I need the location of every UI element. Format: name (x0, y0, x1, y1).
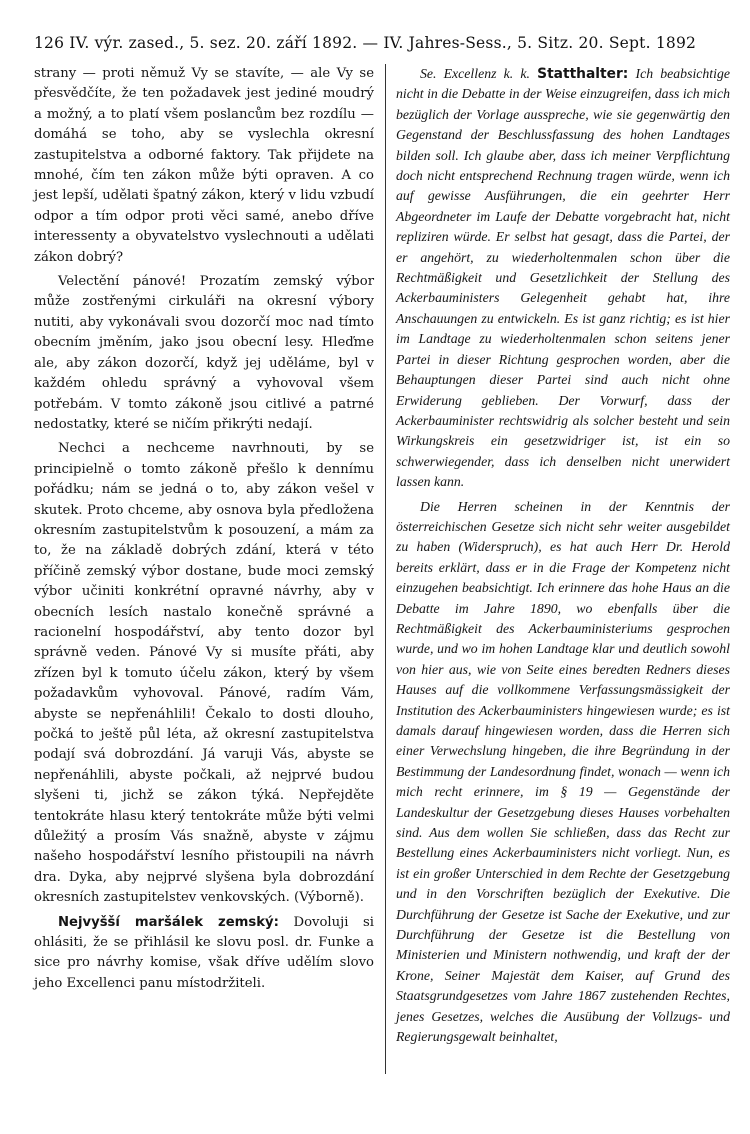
speaker-name-marshal: Nejvyšší maršálek zemský: (58, 914, 279, 930)
column-divider (385, 64, 386, 1074)
page-header: 126 IV. výr. zased., 5. sez. 20. září 1892. — IV. Jahres-Sess., 5. Sitz. 20. Sept. 1892 (34, 34, 697, 52)
speaker-prefix: Se. Excellenz k. k. (420, 66, 530, 81)
right-paragraph-2: Die Herren scheinen in der Kenntnis der österreichischen Gesetze sich nicht sehr weiter ausgebildet zu haben (Widerspruch), es hat auch Herr Dr. Herold bereits erklärt, dass er in die Frage der Kompetenz nicht einzugehen beabsichtigt. Ich erinnere das hohe Haus an die Debatte im Jahre 1890, wo ebenfalls über die Rechtmäßigkeit des Ackerbauministeriums gesprochen wurde, und wo im hohen Landtage klar und deutlich sowohl von hier aus, wie von Seite eines beredten Redners dieses Hauses auf die vollkommene Verfassungsmässigkeit der Institution des Ackerbauministers hingewiesen wurde; es ist damals darauf hingewiesen worden, dass die Herren sich einer Verwechslung hingeben, die ihre Begründung in der Bestimmung der Landesordnung findet, wonach — wenn ich mich recht erinnere, im § 19 — Gegenstände der Landeskultur der Gesetzgebung dieses Hauses vorbehalten sind. Aus dem wollen Sie schließen, dass das Recht zur Bestellung eines Ackerbauministers nicht vorliegt. Nun, es ist ein großer Unterschied in dem Rechte der Gesetzgebung und in den Vorschriften bezüglich der Exekutive. Die Durchführung der Gesetze ist Sache der Exekutive, und zur Durchführung der Gesetze ist die Bestellung von Ministerien und Ministern nothwendig, und kraft der der Krone, Seiner Majestät dem Kaiser, auf Grund des Staatsgrundgesetzes vom Jahre 1867 zustehenden Rechtes, jenes Gesetzes, welches die Ausübung der Vollzugs- und Regierungsgewalt beinhaltet, (396, 498, 730, 1045)
left-paragraph-4-text: Dovoluji si ohlásiti, že se přihlásil ke slovu posl. dr. Funke a sice pro návrhy komise, však dříve udělím slovo jeho Excellenci panu místodržiteli. (34, 914, 374, 991)
right-column (396, 64, 730, 1052)
right-paragraph-1 (396, 64, 730, 493)
left-paragraph-2: Velectění pánové! Prozatím zemský výbor může zostřenými cirkuláři na okresní výbory nutiti, aby vykonávali svou dozorčí moc nad tímto obecním jměním, jako jsou obecní lesy. Hleďme ale, aby zákon dozorčí, když jej uděláme, byl v každém ohledu správný a vyhovoval všem potřebám. V tomto zákoně jsou citlivé a patrné nedostatky, které se ničím přikrýti nedají. (34, 274, 374, 432)
right-paragraph-1-text: Ich beabsichtige nicht in die Debatte in der Weise einzugreifen, dass ich mich bezüglich der Vorlage ausspreche, wie sie gegenwärtig den Gegenstand der Beschlussfassung des hohen Landtages bilden soll. Ich glaube aber, dass ich meiner Verpflichtung doch nicht entsprechend Rechnung tragen würde, wenn ich auf gewisse Ausführungen, die ein geehrter Herr Abgeordneter im Laufe der Debatte vorgebracht hat, nicht repliziren würde. Er selbst hat gesagt, dass die Partei, der er angehört, zu wiederholtenmalen schon über die Rechtmäßigkeit und Gesetzlichkeit der Stellung des Ackerbauministers Gelegenheit gehabt hat, ihre Anschauungen zu entwickeln. Es ist ganz richtig; es ist hier im Landtage zu wiederholtenmalen schon seitens jener Partei in dieser Richtung gesprochen worden, aber die Behauptungen dieser Partei sind auch nicht ohne Erwiderung geblieben. Der Vorwurf, dass der Ackerbauminister rechtswidrig als solcher besteht und sein Wirkungskreis ein gesetzwidriger ist, ist ein so schwerwiegender, dass ich denselben nicht unerwidert lassen kann. (396, 66, 730, 490)
left-paragraph-1: strany — proti němuž Vy se stavíte, — ale Vy se přesvědčíte, že ten požadavek jest jediné moudrý a možný, a to platí všem poslancům bez rozdílu — domáhá se toho, aby se vyslechla okresní zastupitelstva a odborné faktory. Tak přijdete na mnohé, čím ten zákon může býti opraven. A co jest lepší, udělati špatný zákon, který v lidu vzbudí odpor a tím odpor proti věci samé, anebo dříve interessenty a obyvatelstvo vyslechnouti a udělati zákon dobrý? (34, 66, 374, 265)
left-paragraph-3: Nechci a nechceme navrhnouti, by se principielně o tomto zákoně přešlo k dennímu pořádku; nám se jedná o to, aby zákon vešel v skutek. Proto chceme, aby osnova byla předložena okresním zastupitelstvům k posouzení, a mám za to, že na základě dobrých zdání, která v této příčině zemský výbor dostane, bude moci zemský výbor učiniti konkrétní opravné návrhy, aby v obecních lesích nastalo konečně správné a racionelní hospodářství, aby tento dozor byl správně veden. Pánové Vy si musíte přáti, aby zřízen byl k tomuto účelu zákon, který by všem požadavkům vyhovoval. Pánové, radím Vám, abyste se nepřenáhlili! Čekalo to dosti dlouho, počká to ještě půl léta, až okresní zastupitelstva podají svá dobrozdání. Já varuji Vás, abyste se nepřenáhlili, abyste počkali, až nejprvé budou slyšeni ti, jichž se zákon týká. Nepřejděte tentokráte hlasu který tentokráte může býti velmi důležitý a prosím Vás snažně, abyste v zájmu našeho hospodářství lesního přistoupili na návrh dra. Dyka, aby nejprvé slyšena byla dobrozdání okresních zastupitelstev venkovských. (Výborně). (34, 441, 374, 906)
left-paragraph-4 (34, 913, 374, 995)
speaker-name-statthalter: Statthalter: (537, 66, 629, 82)
left-column (34, 64, 374, 998)
